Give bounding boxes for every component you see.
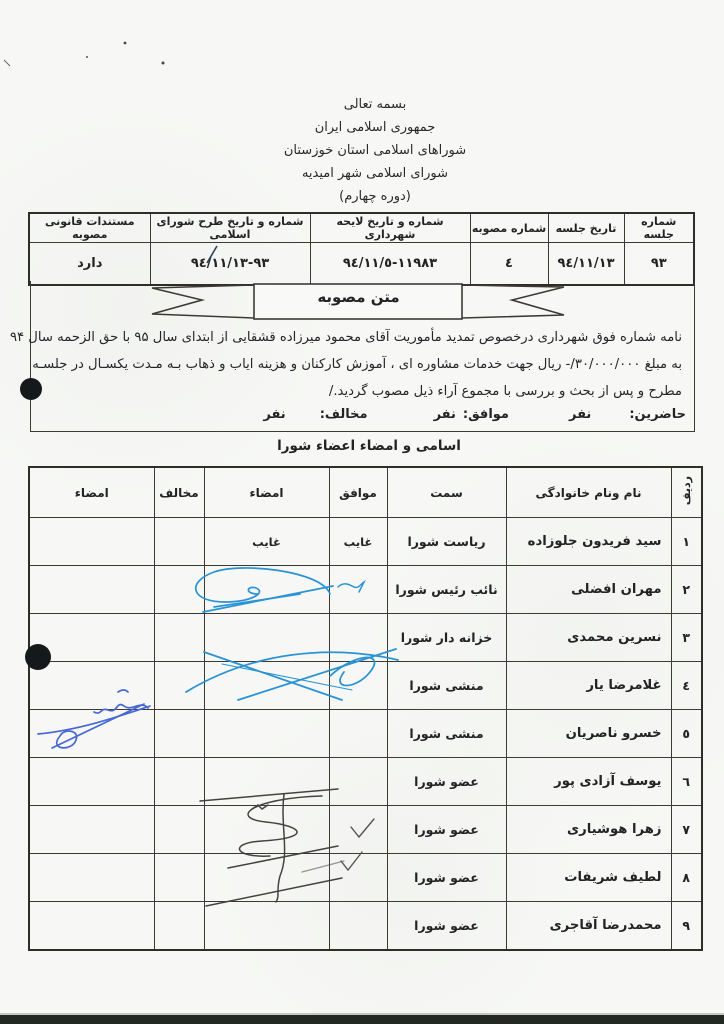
letterhead-line-basmala: بسمه تعالی bbox=[343, 97, 407, 112]
member-row bbox=[29, 806, 702, 854]
oppose-cell bbox=[154, 710, 204, 758]
row-no: ۹ bbox=[671, 902, 702, 951]
agree-cell bbox=[329, 710, 387, 758]
member-name: سید فریدون جلوزاده bbox=[506, 518, 671, 566]
member-row bbox=[29, 854, 702, 902]
signature-cell bbox=[204, 758, 329, 806]
dust-speck bbox=[86, 56, 88, 58]
meta-value-bill-no-date bbox=[310, 243, 470, 286]
letterhead-line-country: جمهوری اسلامی ایران bbox=[314, 120, 436, 135]
member-role: منشی شورا bbox=[387, 710, 506, 758]
member-role: عضو شورا bbox=[387, 758, 506, 806]
ribbon-right-tail bbox=[462, 285, 564, 318]
row-no: ۳ bbox=[671, 614, 702, 662]
signature-cell bbox=[204, 854, 329, 902]
member-name: محمدرضا آقاجری bbox=[506, 902, 671, 951]
member-row bbox=[29, 758, 702, 806]
resolution-text bbox=[9, 324, 682, 405]
signature2-cell bbox=[29, 710, 154, 758]
signature2-cell bbox=[29, 902, 154, 951]
dust-speck bbox=[162, 62, 165, 65]
oppose-cell bbox=[154, 662, 204, 710]
meta-table bbox=[28, 212, 695, 286]
meta-header-row bbox=[29, 213, 694, 243]
oppose-cell bbox=[154, 518, 204, 566]
members-header-row bbox=[29, 467, 702, 518]
member-row bbox=[29, 566, 702, 614]
members-col-role: سمت bbox=[387, 467, 506, 518]
members-col-full-name: نام ونام خانوادگی bbox=[506, 467, 671, 518]
row-no: ٤ bbox=[671, 662, 702, 710]
resolution-banner-title: متن مصوبه bbox=[317, 288, 400, 306]
ribbon-left-tail bbox=[152, 285, 254, 318]
meta-col-resolution-no: شماره مصوبه bbox=[470, 213, 548, 243]
member-name: مهران افضلی bbox=[506, 566, 671, 614]
meta-col-council-plan-no-date: شماره و تاریخ طرح شورای اسلامی bbox=[150, 213, 310, 243]
resolution-line-2 bbox=[32, 351, 682, 378]
signature2-cell bbox=[29, 518, 154, 566]
signature2-cell bbox=[29, 758, 154, 806]
row-no: ۷ bbox=[671, 806, 702, 854]
members-col-row-no-text: ردیف bbox=[679, 476, 693, 506]
attendance-line bbox=[263, 407, 686, 422]
meta-value-council-plan-no-date bbox=[150, 243, 310, 286]
member-name: غلامرضا یار bbox=[506, 662, 671, 710]
member-row bbox=[29, 902, 702, 951]
signature2-cell bbox=[29, 614, 154, 662]
meta-value-session-no: ۹۳ bbox=[624, 243, 694, 286]
agree-cell: غایب bbox=[329, 518, 387, 566]
letterhead-line-province-councils: شوراهای اسلامی استان خوزستان bbox=[283, 143, 467, 158]
letterhead-line-term: (دوره چهارم) bbox=[339, 189, 411, 204]
member-role: خزانه دار شورا bbox=[387, 614, 506, 662]
agree-label: موافق: bbox=[462, 407, 509, 422]
members-col-signature-2: امضاء bbox=[29, 467, 154, 518]
meta-col-bill-no-date: شماره و تاریخ لایحه شهرداری bbox=[310, 213, 470, 243]
resolution-line2-suffix: ریال جهت خدمات مشاوره ای ، آموزش کارکنان و هزینه ایاب و ذهاب بـه مـدت یکسـال در جلسـه bbox=[32, 357, 562, 372]
member-role: عضو شورا bbox=[387, 806, 506, 854]
member-row bbox=[29, 614, 702, 662]
row-no: ٦ bbox=[671, 758, 702, 806]
signature-cell bbox=[204, 662, 329, 710]
oppose-cell bbox=[154, 566, 204, 614]
signature2-cell bbox=[29, 806, 154, 854]
members-table bbox=[28, 466, 703, 951]
member-role: نائب رئیس شورا bbox=[387, 566, 506, 614]
oppose-label: مخالف: bbox=[319, 407, 368, 422]
agree-cell bbox=[329, 806, 387, 854]
oppose-value: نفر bbox=[263, 407, 286, 422]
meta-value-session-date bbox=[548, 243, 624, 286]
member-name: یوسف آزادی پور bbox=[506, 758, 671, 806]
agree-cell bbox=[329, 902, 387, 951]
oppose-cell bbox=[154, 902, 204, 951]
dust-speck bbox=[124, 42, 127, 45]
letterhead-line-city-council: شورای اسلامی شهر امیدیه bbox=[301, 166, 449, 181]
signature-cell bbox=[204, 710, 329, 758]
signature-cell bbox=[204, 806, 329, 854]
agree-value: نفر bbox=[433, 407, 456, 422]
member-name: نسرین محمدی bbox=[506, 614, 671, 662]
present-value: نفر bbox=[568, 407, 592, 422]
meta-value-session-date-text: ۹٤/۱۱/۱۳ bbox=[557, 256, 615, 271]
resolution-line-3: مطرح و پس از بحث و بررسی با مجموع آراء ذیل مصوب گردید./ bbox=[328, 384, 682, 399]
member-role: ریاست شورا bbox=[387, 518, 506, 566]
members-col-row-no bbox=[671, 467, 702, 518]
member-role: عضو شورا bbox=[387, 902, 506, 951]
member-role: منشی شورا bbox=[387, 662, 506, 710]
meta-values-row bbox=[29, 243, 694, 286]
scan-edge-bottom bbox=[0, 1015, 724, 1024]
agree-cell bbox=[329, 662, 387, 710]
resolution-line-1: نامه شماره فوق شهرداری درخصوص تمدید مأموریت آقای محمود میرزاده قشقایی از ابتدای سال ۹۵ با حق الزحمه سال ۹۴ bbox=[9, 330, 682, 345]
meta-col-session-date: تاریخ جلسه bbox=[548, 213, 624, 243]
signature2-cell bbox=[29, 854, 154, 902]
oppose-cell bbox=[154, 806, 204, 854]
signature-cell bbox=[204, 902, 329, 951]
present-label: حاضرین: bbox=[629, 407, 686, 422]
scan-edge-shadow bbox=[0, 1013, 724, 1016]
meta-col-session-no: شماره جلسه bbox=[624, 213, 694, 243]
signature-cell: غایب bbox=[204, 518, 329, 566]
member-row bbox=[29, 662, 702, 710]
dust-speck bbox=[4, 60, 10, 66]
agree-cell bbox=[329, 566, 387, 614]
agree-cell bbox=[329, 614, 387, 662]
signature-cell bbox=[204, 566, 329, 614]
oppose-cell bbox=[154, 758, 204, 806]
agree-cell bbox=[329, 854, 387, 902]
row-no: ٥ bbox=[671, 710, 702, 758]
member-role: عضو شورا bbox=[387, 854, 506, 902]
member-name: زهرا هوشیاری bbox=[506, 806, 671, 854]
oppose-cell bbox=[154, 854, 204, 902]
meta-value-bill-no-date-text: ۹٤/۱۱/٥-۱۱۹۸۳ bbox=[342, 256, 438, 271]
row-no: ۸ bbox=[671, 854, 702, 902]
member-name: خسرو ناصریان bbox=[506, 710, 671, 758]
meta-value-legal-basis: دارد bbox=[29, 243, 150, 286]
row-no: ۲ bbox=[671, 566, 702, 614]
members-col-agree: موافق bbox=[329, 467, 387, 518]
members-col-signature-1: امضاء bbox=[204, 467, 329, 518]
members-col-oppose: مخالف bbox=[154, 467, 204, 518]
oppose-cell bbox=[154, 614, 204, 662]
signature2-cell bbox=[29, 566, 154, 614]
letterhead bbox=[26, 93, 724, 208]
meta-value-resolution-no: ٤ bbox=[470, 243, 548, 286]
signature-cell bbox=[204, 614, 329, 662]
meta-col-legal-basis: مستندات قانونی مصوبه bbox=[29, 213, 150, 243]
member-name: لطیف شریفات bbox=[506, 854, 671, 902]
row-no: ۱ bbox=[671, 518, 702, 566]
agree-cell bbox=[329, 758, 387, 806]
resolution-line2-prefix: به مبلغ bbox=[644, 357, 682, 372]
member-row bbox=[29, 518, 702, 566]
member-row bbox=[29, 710, 702, 758]
members-section-title: اسامی و امضاء اعضاء شورا bbox=[277, 438, 461, 454]
resolution-amount: -/۳۰/۰۰۰/۰۰۰ bbox=[565, 357, 641, 372]
signature2-cell bbox=[29, 662, 154, 710]
meta-value-council-plan-text: ۹٤/۱۱/۱۳-۹۳ bbox=[190, 256, 270, 271]
